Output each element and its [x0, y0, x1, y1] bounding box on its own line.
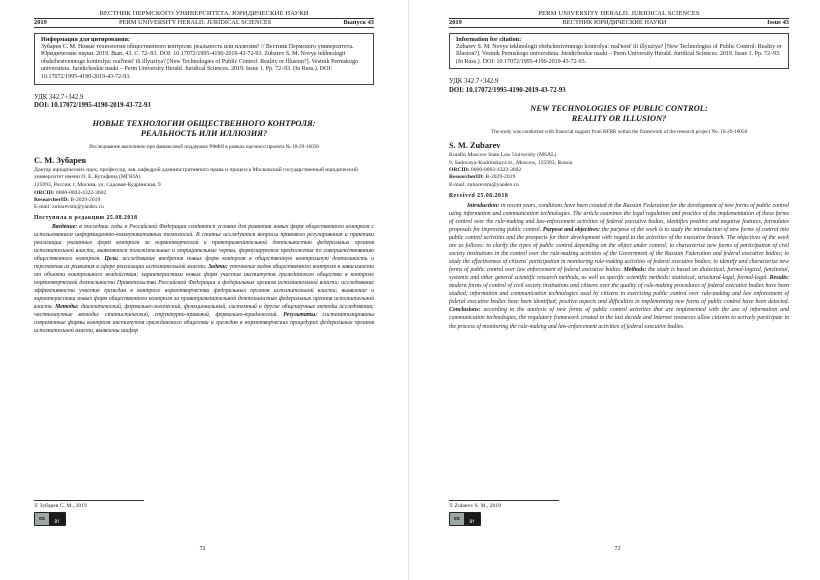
header-center: ВЕСТНИК ЮРИДИЧЕСКИЕ НАУКИ: [562, 19, 667, 26]
by-icon: BY: [49, 513, 65, 525]
abstract-part-1: in recent years, conditions have been created in the Russian Federation for the development of new forms of public control using information and communication technologies. The article examines the legal regulation and practice of the implementation of these forms of control over the rule-making and law-enforcement activities of federal executive bodies, identifies positive and negative features, formulates proposals for improving public control.: [449, 202, 790, 233]
header-issue: Выпуск 43: [343, 19, 374, 26]
footer: [449, 500, 789, 526]
abstract-part-5: систематизированы современные формы контроля институтов гражданского общества и граждан в нормотворческих процедурах федеральных органов исполнительной власти, выявлены шифор: [34, 311, 374, 334]
researcherid-label: ResearcherID:: [34, 196, 69, 203]
identifiers: [34, 94, 374, 110]
author-name: S. M. Zubarev: [449, 140, 501, 150]
abstract-part-2: исследование внедрения новых форм контроля в общественную контрольную деятельность и перспектив их развития в сфере реализации исполнительной власти.: [34, 256, 374, 270]
page-divider: [408, 0, 409, 580]
abstract-methods-label: Методы:: [55, 303, 79, 310]
title-line-2: РЕАЛЬНОСТЬ ИЛИ ИЛЛЮЗИЯ?: [140, 128, 268, 138]
abstract-part-3: the study is based on dialectical, formal-logical, functional, systemic and other general scientific research methods, as well as specific scientific methods: statistical, structural-legal, formal-legal.: [449, 267, 790, 282]
abstract-part-1: в последние годы в Российской Федерации создаются условия для развития новых форм общественного контроля с использованием информационно-коммуникативных технологий. В статье исследуются вопросы правового регулирования и практики реализации указанных форм контроля за нормотворческой и правоприменительной деятельностью федеральных органов исполнительной власти, выявляются положительные и отрицательные черты, формулируются предложения по совершенствованию общественного контроля.: [34, 224, 374, 262]
abstract: [34, 224, 374, 335]
udk: УДК 342.7+342.9: [449, 78, 499, 86]
researcherid-line: [34, 197, 374, 204]
researcherid-value: B-2029-2019: [70, 196, 101, 203]
footer: [34, 500, 374, 526]
journal-header-row: [449, 19, 789, 27]
copyright: © Zubarev S. M., 2019: [449, 503, 501, 509]
cc-icon: cc: [35, 513, 49, 525]
cc-by-license-icon[interactable]: [449, 512, 481, 526]
right-page: [415, 0, 820, 580]
title-line-1: НОВЫЕ ТЕХНОЛОГИИ ОБЩЕСТВЕННОГО КОНТРОЛЯ:: [92, 118, 316, 128]
abstract-results-label: Results:: [769, 275, 789, 282]
orcid-line: [34, 190, 374, 197]
title-line-2: REALITY OR ILLUSION?: [571, 113, 667, 123]
abstract-goal-label: Цель:: [104, 256, 119, 262]
citation-title: Information for citation:: [456, 36, 522, 43]
orcid-line: [449, 167, 789, 174]
journal-header-row: [34, 19, 374, 27]
abstract-intro-label: Introduction:: [467, 202, 500, 209]
journal-header-top: ВЕСТНИК ПЕРМСКОГО УНИВЕРСИТЕТА. ЮРИДИЧЕСКИЕ НАУКИ: [99, 10, 309, 17]
grant-note: Исследование выполнено при финансовой поддержке РФФИ в рамках научного проекта № 18-29-16058: [89, 143, 319, 150]
author-name: С. М. Зубарев: [34, 155, 87, 165]
citation-title: Информация для цитирования:: [41, 36, 130, 43]
citation-box: [34, 33, 374, 85]
abstract-part-5: according to the analysis of new forms of public control activities that are implemented with the use of information and communication technologies, the regulatory framework created in the last decade and Internet resources allow citizens to actively participate in the process of monitoring the rule-making and law-enforcement activities of federal executive bodies.: [449, 307, 790, 330]
received-date: Received 25.08.2018: [449, 192, 509, 199]
cc-by-license-icon[interactable]: [34, 512, 66, 526]
abstract-tasks-label: Задачи:: [208, 263, 228, 270]
citation-body: Zubarev S. M. Novye tekhnologii obshchestvennogo kontrolya: real'nost' ili illyuziya? [New Technologies of Public Control: Reality or Illusion?]. Vestnik Permskogo universiteta. Juridicheskie nauki – Perm University Herald. Juridical Sciences. 2019. Issue 1. Pp. 72–93. (In Russ.). DOI: 10.17072/1995-4190-2019-43-72-93.: [456, 43, 782, 65]
identifiers: [449, 78, 789, 94]
copyright: © Зубарев С. М., 2019: [34, 503, 87, 509]
header-issue: Issue 43: [767, 19, 789, 26]
author-address: 9, Sadovaya-Kudrinskaya st., Moscow, 125993, Russia: [449, 159, 573, 166]
article-title: [34, 119, 374, 139]
abstract-methods-label: Methods:: [623, 267, 647, 274]
grant-note: The study was conducted with financial support from RFBR within the framework of the research project No. 18-29-16058: [490, 128, 748, 135]
author-affiliation: Доктор юридических наук, профессор, зав. кафедрой административного права и процесса Московский государственный юридический университет имени О. Е. Кутафина (МГЮА): [34, 166, 358, 181]
orcid-value: 0000-0003-4322-3602: [55, 189, 107, 196]
received-date: Поступила в редакцию 25.08.2018: [34, 215, 138, 222]
header-year: 2019: [34, 19, 47, 26]
abstract-goal-label: Purpose and objectives:: [542, 226, 601, 233]
abstract: [449, 202, 789, 331]
udk: УДК 342.7+342.9: [34, 93, 84, 101]
researcherid-line: [449, 174, 789, 181]
cc-icon: cc: [450, 513, 464, 525]
abstract-part-4: диалектический, формально-логический, функциональный, системный и другие общенаучные методы исследования; частнонаучные методы: статистический, структурно-правовой, формально-юридический.: [34, 303, 374, 318]
page-number: 72: [614, 546, 621, 552]
abstract-results-label: Результаты:: [283, 311, 318, 318]
citation-body: Зубарев С. М. Новые технологии общественного контроля: реальность или иллюзия? // Вестник Пермского университета. Юридические науки. 2019. Вып. 43. C. 72–93. DOI: 10.17072/1995-4190-2019-43-72-93. Zubarev S. M. Novye tekhnologii obshchestvennogo kontrolya: real'nost' ili illyuziya? [New Technologies of Public Control: Reality or Illusion?]. Vestnik Permskogo universiteta. Juridicheskie nauki – Perm University Herald. Juridical Sciences. 2019. Issue 1. Pp. 72–93. (In Russ.). DOI: 10.17072/1995-4190-2019-43-72-93.: [41, 43, 358, 80]
author-address: 125993, Россия, г. Москва, ул. Садовая-Кудринская, 9: [34, 182, 161, 189]
author-affiliation: Kutafin Moscow State Law University (MSAL): [449, 151, 557, 158]
header-year: 2019: [449, 19, 462, 26]
left-page: [0, 0, 405, 580]
by-icon: BY: [464, 513, 480, 525]
researcherid-label: ResearcherID:: [449, 174, 484, 181]
doi: DOI: 10.17072/1995-4190-2019-43-72-93: [34, 101, 151, 109]
abstract-part-3: уточнение видов общественного контроля в зависимости от объекта контрольного воздействия; характеристика новых форм участия институтов гражданского общества в контроле нормотворческой деятельности Правительства Российской Федерации и федеральных органов исполнительной власти; исследование эффективности участия граждан в контроле нормотворчества федеральных органов исполнительной власти; выявление и характеристика новых форм общественного контроля за правоприменительной деятельностью федеральных органов исполнительной власти.: [34, 263, 375, 310]
doi: DOI: 10.17072/1995-4190-2019-43-72-93: [449, 86, 566, 94]
abstract-part-4: modern forms of control of civil society institutions and citizens over the quality of rule-making procedures of federal executive bodies have been studied; information and communication technologies used by citizens in exercising public control over rule-making and law enforcement of federal executive bodies have been identified; positive aspects and difficulties in implementing new forms of public control have been detected.: [449, 283, 789, 306]
header-center: PERM UNIVERSITY HERALD. JURIDICAL SCIENCES: [118, 19, 272, 26]
citation-box: [449, 33, 789, 69]
orcid-value: 0000-0003-4322-3602: [470, 167, 522, 174]
page-number: 72: [199, 546, 206, 552]
title-line-1: NEW TECHNOLOGIES OF PUBLIC CONTROL:: [530, 103, 708, 113]
email-line: E-mail: zubarevsm@yandex.ru: [34, 203, 104, 210]
article-title: [449, 104, 789, 124]
orcid-label: ORCID:: [34, 189, 55, 196]
abstract-part-2: the purpose of the work is to study the introduction of new forms of control into public control activities and the prospects for their development with regard to the activities of the executive branch. The objectives of the work are as follows: to clarify the types of public control depending on the object under control; to characterize new forms of participation of civil society institutions in the control over the rule-making activities of the Government of the Russian Federation and federal executive bodies; to study the effectiveness of citizens' participation in monitoring rule-making activities of federal executive bodies; to identify and characterize new forms of public control over law enforcement of federal executive bodies.: [449, 226, 790, 274]
abstract-conclusions-label: Conclusions:: [449, 307, 481, 314]
journal-header-top: PERM UNIVERSITY HERALD. JURIDICAL SCIENCES: [538, 10, 700, 17]
orcid-label: ORCID:: [449, 167, 470, 174]
email-line: E-mail: zubarevsm@yandex.ru: [449, 181, 519, 188]
researcherid-value: B-2029-2019: [485, 174, 516, 181]
abstract-intro-label: Введение:: [52, 224, 78, 231]
